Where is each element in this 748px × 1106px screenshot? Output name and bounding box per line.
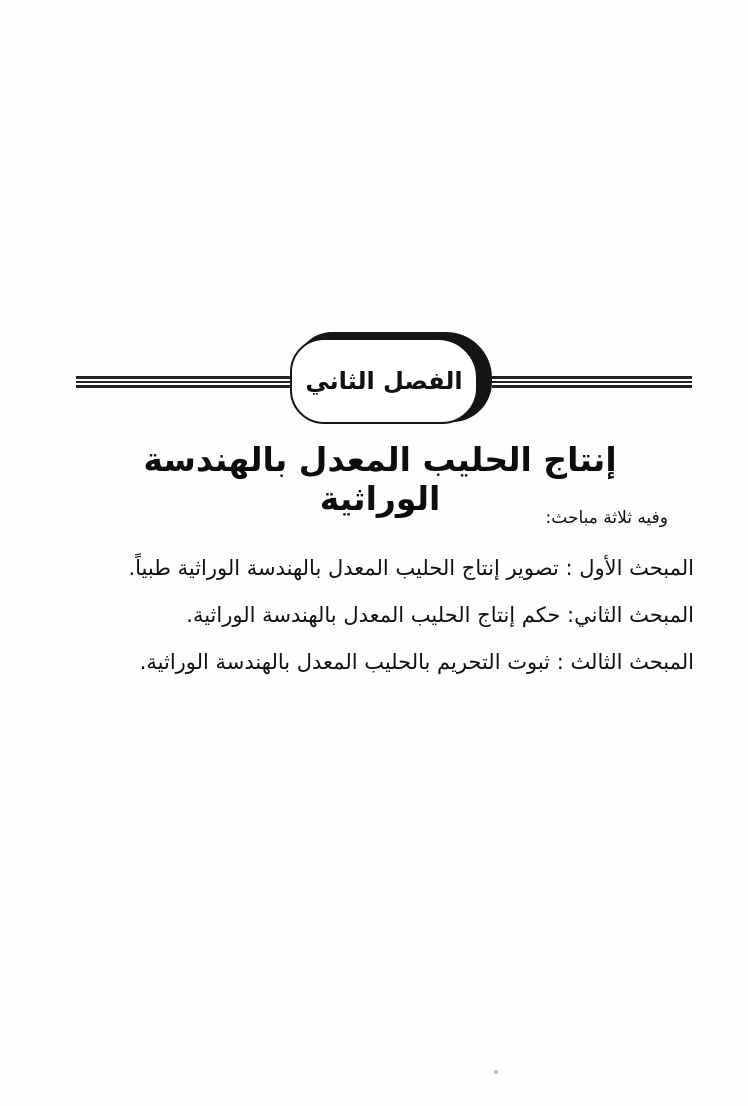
header-rule-left — [76, 376, 290, 390]
header-rule-right — [492, 376, 692, 390]
intro-text: وفيه ثلاثة مباحث: — [545, 508, 668, 528]
topic-item-2: المبحث الثاني: حكم إنتاج الحليب المعدل بالهندسة الوراثية. — [186, 603, 694, 627]
chapter-title: إنتاج الحليب المعدل بالهندسة الوراثية — [143, 440, 617, 518]
chapter-badge-face — [290, 338, 478, 424]
topics-list — [96, 546, 694, 685]
chapter-badge — [290, 332, 492, 426]
scan-speck — [494, 1070, 498, 1074]
topic-item-1: المبحث الأول : تصوير إنتاج الحليب المعدل بالهندسة الوراثية طبياً. — [128, 556, 694, 580]
chapter-label: الفصل الثاني — [305, 367, 463, 395]
topic-item-3: المبحث الثالث : ثبوت التحريم بالحليب المعدل بالهندسة الوراثية. — [139, 650, 694, 674]
